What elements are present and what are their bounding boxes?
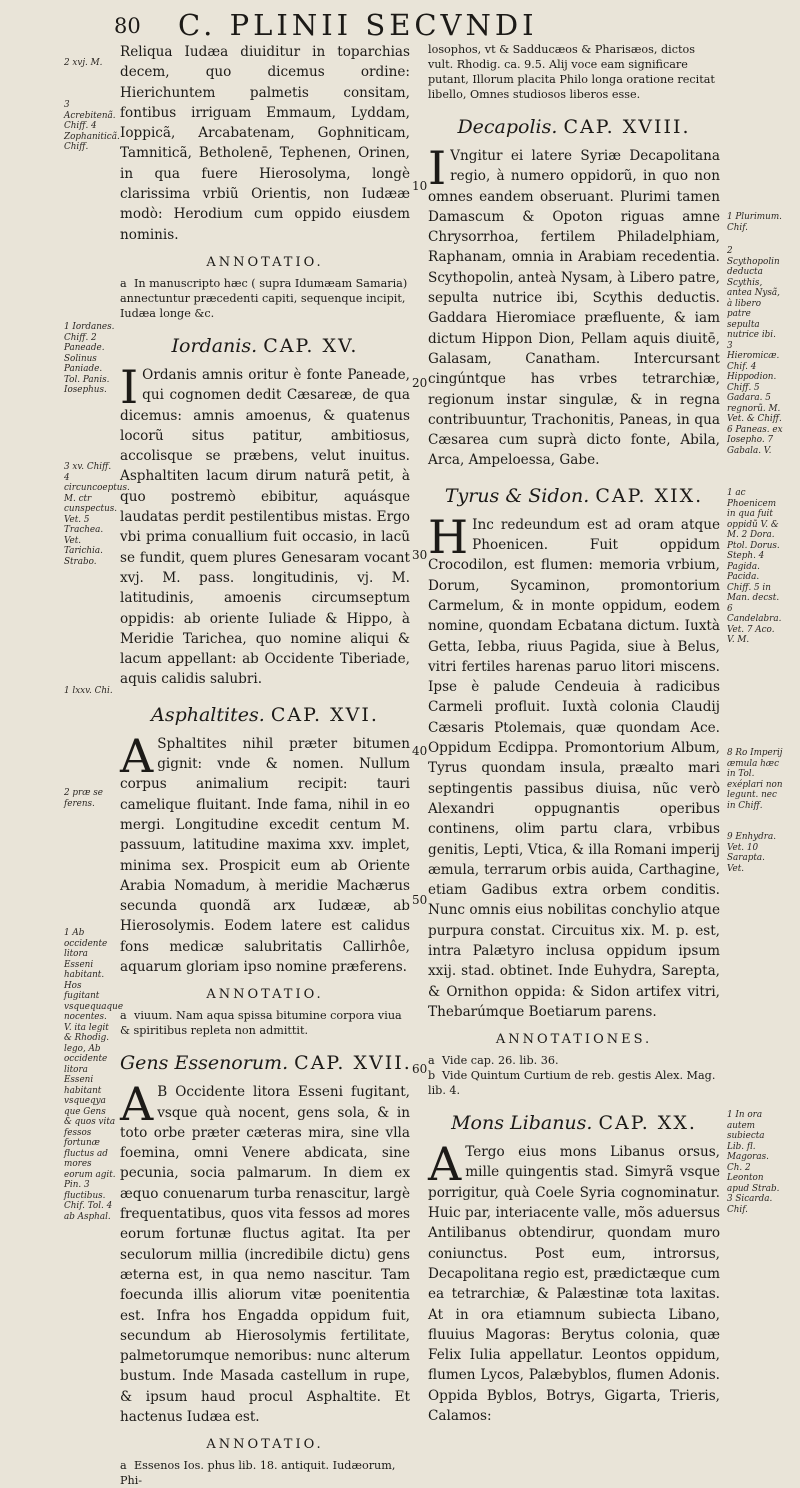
annotation-continuation: losophos, vt & Sadducæos & Pharisæos, dictos vult. Rhodig. ca. 9.5. Alij voce eam significare putant, Illorum placita Philo longa oratione recitat libello, Omnes studiosos liberos esse. — [428, 43, 715, 101]
line-number: 10 — [412, 179, 428, 193]
left-margin-note: 2 xvj. M. — [64, 58, 103, 68]
chapter-title: Asphaltites. — [151, 703, 265, 726]
right-margin-note: 2 Scythopolin deducta Scythis, antea Nysã, à libero patre sepulta nutrice ibi. 3 Hieromicæ. Chif. 4 Hippodion. Chiff. 5 Gadara. 5 regnorũ. M. Vet. & Chiff. 6 Paneas. ex Iosepho. 7 Gabala. V. — [727, 246, 783, 456]
chapter-body: Vngitur ei latere Syriæ Decapolitana regio, à numero oppidorũ, in quo non omnes eandem obseruant. Plurimi tamen Damascum & Opoton riguas amne Chrysorrhoa, fertilem Philadelphiam, Raphanam, omnia in Arabiam recedentia. Scythopolin, anteà Nysam, à Libero patre, sepulta nutrice ibi, Scythis deductis. Gaddara Hieromiace præfluente, & iam dictum Hippon Dion, Pellam aquis diuitē, Galasam, Canatham. Intercursant cingúntque has vrbes tetrarchiæ, regionum instar singulæ, & in regna contribuuntur, Trachonitis, Paneas, in qua Cæsarea cum suprà dicto fonte, Abila, Arca, Ampeloessa, Gabe. — [428, 148, 720, 469]
chapter-17-text — [120, 1077, 410, 1427]
line-number: 60 — [412, 1062, 428, 1076]
left-margin-note: 3 xv. Chiff. 4 circuncoeptus. M. ctr cunspectus. Vet. 5 Trachea. Vet. Tarichia. Strabo. — [64, 462, 130, 567]
chapter-body: Tergo eius mons Libanus orsus, mille quingentis stad. Simyrã vsque porrigitur, quà Coele Syria cognominatur. Huic par, interiacente valle, mõs aduersus Antilibanus obtendirur, quondam muro coniunctus. Post eum, introrsus, Decapolitana regio est, prædictæque cum ea tetrarchiæ, & Palæstinæ tota laxitas. At in ora etiamnum subiecta Libano, fluuius Magoras: Berytus colonia, quæ Felix Iulia appellatur. Leontos oppidum, flumen Lycos, Palæbyblos, flumen Adonis. Oppida Byblos, Botrys, Gigarta, Trieris, Calamos: — [428, 1144, 720, 1425]
drop-cap: I — [428, 141, 447, 195]
annotation-text: a In manuscripto hæc ( supra Idumæam Samaria) annectuntur præcedenti capiti, sequenque incipit, Iudæa longe &c. — [120, 276, 408, 320]
chapter-body: Ordanis amnis oritur è fonte Paneade, qui cognomen dedit Cæsareæ, de qua dicemus: amnis amoenus, & quatenus locorũ situs patitur, ambitiosus, accolisque se præbens, velut inuitus. Asphaltiten lacum dirum naturã petit, à quo postremò ebibitur, aquásque laudatas perdit pestilentibus mistas. Ergo vbi prima conuallium fuit occasio, in lacũ se fundit, quem plures Genesaram vocant xvj. M. pass. longitudinis, vj. M. latitudinis, amoenis circumseptum oppidis: ab oriente Iuliade & Hippo, à Meridie Tarichea, quo nomine aliqui & lacum appellant: ab Occidente Tiberiade, aquis calidis salubri. — [120, 366, 410, 688]
right-margin-note: 1 In ora autem subiecta Lib. fl. Magoras. Ch. 2 Leonton apud Strab. 3 Sicarda. Chif. — [727, 1110, 780, 1215]
chapter-title: Iordanis. — [171, 334, 258, 357]
chapter-number: CAP. XVII. — [294, 1052, 412, 1075]
annotation-body: Essenos Ios. phus lib. 18. antiquit. Iudæorum, Phi- — [120, 1459, 396, 1488]
chapter-16-text — [120, 728, 410, 978]
chapter-heading-15 — [120, 335, 410, 357]
right-margin-note: 1 ac Phoenicem in qua fuit oppidũ V. & M. 2 Dora. Ptol. Dorus. Steph. 4 Pagida. Pacida. Chiff. 5 in Man. decst. 6 Candelabra. Vet. 7 Aco. V. M. — [727, 488, 782, 645]
right-margin-note: 8 Ro Imperij æmula hæc in Tol. exéplari non legunt. nec in Chiff. — [727, 748, 783, 811]
chapter-title: Gens Essenorum. — [120, 1052, 289, 1075]
chapter-title: Mons Libanus. — [451, 1112, 593, 1135]
right-margin-note: 1 Plurimum. Chif. — [727, 212, 782, 233]
chapter-number: CAP. XVI. — [270, 703, 379, 726]
annotation-heading: ANNOTATIONES. — [495, 1032, 653, 1048]
intro-paragraph: Reliqua Iudæa diuiditur in toparchias decem, quo dicemus ordine: Hierichuntem palmetis consitam, fontibus irriguam Emmaum, Lyddam, Ioppicã, Arcabatenam, Gophniticam, Tamniticã, Betholenē, Tephenen, Orinen, in qua fuere Hierosolyma, longè clarissima vrbiũ Orientis, non Iudææ modò: Herodium cum oppido eiusdem nominis. — [120, 44, 410, 243]
line-number: 20 — [412, 376, 428, 390]
right-margin-note: 9 Enhydra. Vet. 10 Sarapta. Vet. — [727, 832, 776, 874]
chapter-number: CAP. XX. — [598, 1112, 697, 1135]
chapter-title: Tyrus & Sidon. — [444, 484, 590, 507]
chapter-number: CAP. XIX. — [595, 484, 704, 507]
chapter-20-text — [428, 1137, 720, 1426]
annotation-text: a viuum. Nam aqua spissa bitumine corpora viua & spiritibus repleta non admittit. — [120, 1009, 402, 1038]
chapter-body: B Occidente litora Esseni fugitant, vsque quà nocent, gens sola, & in toto orbe præter cæteras mira, sine vlla foemina, omni Venere abdicata, sine pecunia, socia palmarum. In diem ex æquo conuenarum turba renascitur, largè frequentatibus, quos vita fessos ad mores eorum fortunæ fluctus agitat. Ita per seculorum millia (incredibile dictu) gens æterna est, in qua nemo nascitur. Tam foecunda illis aliorum vitæ poenitentia est. Infra hos Engadda oppidum fuit, secundum ab Hierosolymis fertilitate, palmetorumque nemoribus: nunc alterum bustum. Inde Masada castellum in rupe, & ipsum haud procul Asphaltite. Et hactenus Iudæa est. — [120, 1084, 410, 1426]
right-column — [428, 42, 720, 1426]
chapter-15-text — [120, 359, 410, 690]
annotation-body: Vide cap. 26. lib. 36. — [442, 1054, 559, 1068]
chapter-heading-17 — [120, 1052, 410, 1074]
chapter-heading-19 — [428, 485, 720, 507]
line-number: 40 — [412, 744, 428, 758]
chapter-18-text — [428, 141, 720, 471]
line-number: 30 — [412, 548, 428, 562]
annotation-body: viuum. Nam aqua spissa bitumine corpora viua & spiritibus repleta non admittit. — [120, 1009, 402, 1038]
annotation-heading: ANNOTATIO. — [206, 1437, 324, 1453]
chapter-number: CAP. XV. — [263, 334, 359, 357]
left-margin-note: 3 Acrebitenã. Chiff. 4 Zophaniticã. Chiff. — [64, 100, 120, 152]
annotation-heading: ANNOTATIO. — [206, 987, 324, 1003]
drop-cap: A — [120, 1077, 154, 1132]
left-margin-note: 1 Ab occidente litora Esseni habitant. Hos fugitant vsquequaque nocentes. V. ita legit & Rhodig. lego, Ab occidente litora Esseni habitant vsqueqya que Gens & quos vita fessos fortunæ fluctus ad mores eorum agit. Pin. 3 fluctibus. Chif. Tol. 4 ab Asphal. — [64, 928, 124, 1222]
running-title: C. PLINII SECVNDI — [178, 8, 538, 42]
left-margin-note: 1 Iordanes. Chiff. 2 Paneade. Solinus Paniade. Tol. Panis. Iosephus. — [64, 322, 115, 395]
chapter-heading-18 — [428, 116, 720, 138]
annotation-b: b Vide Quintum Curtium de reb. gestis Alex. Mag. lib. 4. — [428, 1069, 716, 1098]
chapter-19-text — [428, 509, 720, 1022]
annotation-body: Vide Quintum Curtium de reb. gestis Alex. Mag. lib. 4. — [428, 1069, 716, 1098]
chapter-body: Inc redeundum est ad oram atque Phoenicen. Fuit oppidum Crocodilon, est flumen: memoria vrbium, Dorum, Sycaminon, promontorium Carmelum, & in monte oppidum, eodem nomine, quondam Ecbatana dictum. Iuxtà Getta, Iebba, riuus Pagida, siue à Belus, vitri fertiles harenas paruo litori miscens. Ipse è palude Cendeuia à radicibus Carmeli profluit. Iuxtà colonia Claudij Cæsaris Ptolemais, quæ quondam Ace. Oppidum Ecdippa. Promontorium Album, Tyrus quondam insula, præalto mari septingentis passibus diuisa, nũc verò Alexandri oppugnantis operibus continens, olim partu clara, vrbibus genitis, Lepti, Vtica, & illa Romani imperij æmula, terrarum orbis auida, Carthagine, etiam Gadibus extra orbem conditis. Nunc omnis eius nobilitas conchylio atque purpura constat. Circuitus xix. M. p. est, intra Palætyro inclusa oppidum ipsum xxij. stad. obtinet. Inde Euhydra, Sarepta, & Ornithon oppida: & Sidon artifex vitri, Thebarúmque Boetiarum parens. — [428, 516, 720, 1020]
chapter-number: CAP. XVIII. — [563, 116, 691, 138]
drop-cap: A — [120, 728, 154, 783]
left-margin-note: 1 lxxv. Chi. — [64, 686, 113, 696]
annotation-heading: ANNOTATIO. — [206, 254, 324, 270]
drop-cap: I — [120, 359, 139, 414]
chapter-title: Decapolis. — [457, 116, 558, 138]
left-margin-note: 2 præ se ferens. — [64, 788, 104, 809]
line-number: 50 — [412, 893, 428, 907]
chapter-heading-20 — [428, 1112, 720, 1134]
drop-cap: A — [428, 1137, 462, 1192]
page-number: 80 — [114, 14, 141, 38]
chapter-body: Sphaltites nihil præter bitumen gignit: vnde & nomen. Nullum corpus animalium recipit: tauri camelique fluitant. Inde fama, nihil in eo mergi. Longitudine excedit centum M. passuum, latitudine maxima xxv. implet, minima sex. Prospicit eum ab Oriente Arabia Nomadum, à meridie Machærus secunda quondã arx Iudææ, ab Hierosolymis. Eodem latere est calidus fons medicæ salubritatis Callirhôe, aquarum gloriam ipso nomine præferens. — [120, 735, 410, 975]
drop-cap: H — [428, 509, 469, 564]
annotation-text: a Essenos Ios. phus lib. 18. antiquit. Iudæorum, Phi- — [120, 1459, 396, 1488]
annotation-a: a Vide cap. 26. lib. 36. — [428, 1054, 559, 1068]
chapter-heading-16 — [120, 704, 410, 726]
annotation-body: In manuscripto hæc ( supra Idumæam Samaria) annectuntur præcedenti capiti, sequenque incipit, Iudæa longe &c. — [120, 276, 408, 320]
left-column — [120, 42, 410, 1488]
